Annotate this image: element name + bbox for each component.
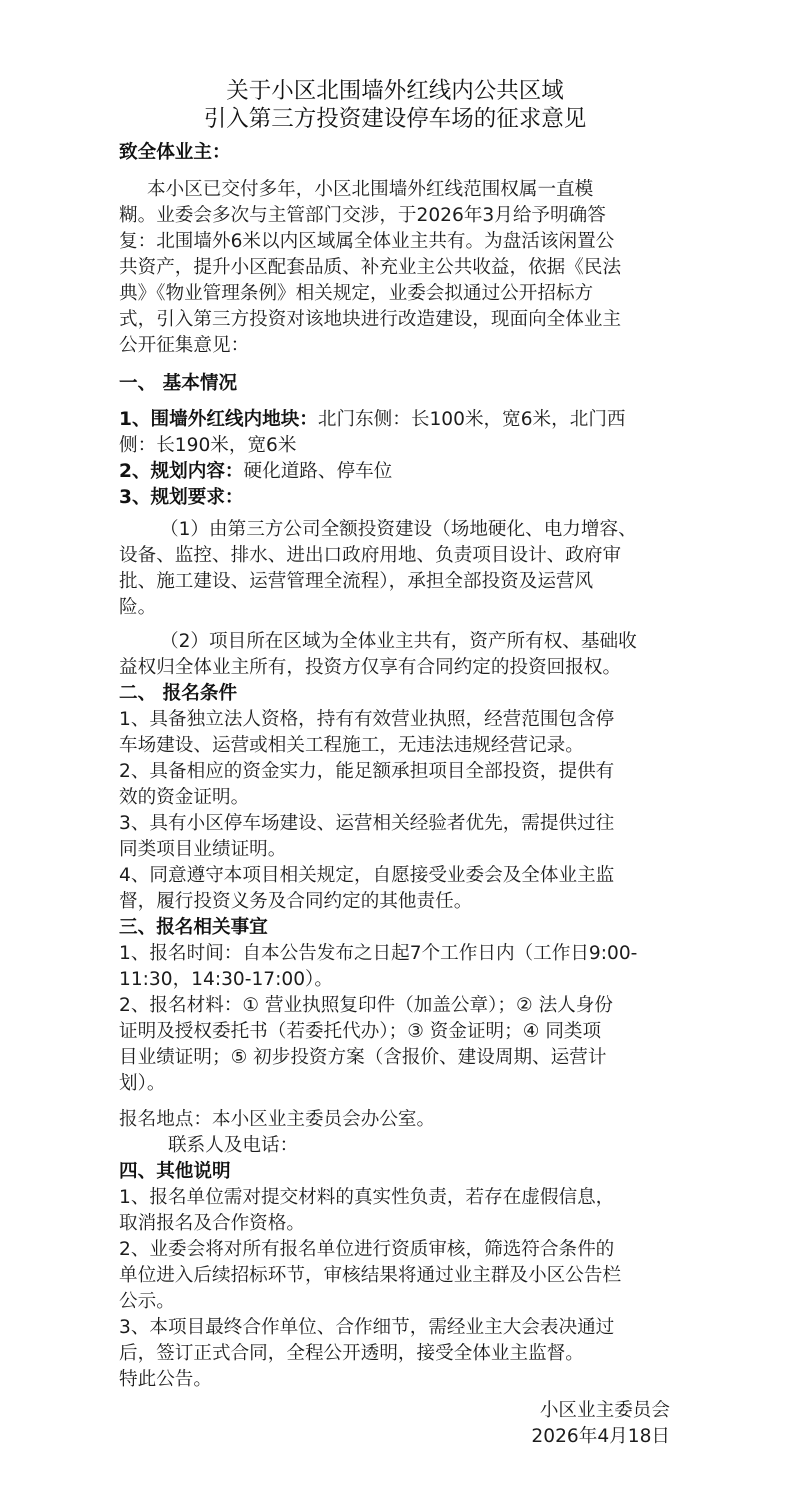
document-title-line-2: 引入第三方投资建设停车场的征求意见: [203, 106, 587, 132]
section-4-line-4: 单位进入后续招标环节，审核结果将通过业主群及小区公告栏: [119, 1265, 622, 1286]
section-1-item-2: [119, 459, 679, 485]
intro-line-1: 本小区已交付多年，小区北围墙外红线范围权属一直模: [147, 179, 594, 200]
section-4-line-5: 公示。: [119, 1291, 175, 1312]
section-4-line-2: 取消报名及合作资格。: [119, 1213, 305, 1234]
section-4-line-6: 3、本项目最终合作单位、合作细节，需经业主大会表决通过: [119, 1317, 615, 1338]
section-3-heading: 三、报名相关事宜: [119, 917, 268, 938]
section-3-line-5: 目业绩证明；⑤ 初步投资方案（含报价、建设周期、运营计: [119, 1047, 607, 1068]
requirement-1-line-2: 设备、监控、排水、进出口政府用地、负责项目设计、政府审: [119, 545, 622, 566]
requirement-2-line-1: （2）项目所在区域为全体业主共有，资产所有权、基础收: [160, 631, 637, 652]
intro-line-5: 典》《物业管理条例》相关规定，业委会拟通过公开招标方: [119, 283, 594, 304]
section-2-line-5: 3、具有小区停车场建设、运营相关经验者优先，需提供过往: [119, 813, 615, 834]
intro-line-6: 式，引入第三方投资对该地块进行改造建设，现面向全体业主: [119, 309, 622, 330]
section-3-line-2: 11:30，14:30-17:00）。: [119, 969, 333, 990]
closing-line: 特此公告。: [119, 1369, 212, 1390]
section-2-line-3: 2、具备相应的资金实力，能足额承担项目全部投资，提供有: [119, 761, 615, 782]
section-2-line-2: 车场建设、运营或相关工程施工，无违法违规经营记录。: [119, 735, 584, 756]
intro-line-4: 共资产，提升小区配套品质、补充业主公共收益，依据《民法: [119, 257, 622, 278]
section-1-item-3-label: 3、规划要求：: [119, 487, 244, 508]
section-2-line-6: 同类项目业绩证明。: [119, 839, 287, 860]
intro-line-3: 复：北围墙外6米以内区域属全体业主共有。为盘活该闲置公: [119, 231, 615, 252]
intro-line-7: 公开征集意见：: [119, 335, 250, 356]
section-3-line-6: 划）。: [119, 1073, 166, 1094]
section-3-line-3: 2、报名材料：① 营业执照复印件（加盖公章）；② 法人身份: [119, 995, 613, 1016]
section-1-item-2-text: 硬化道路、停车位: [243, 461, 393, 482]
section-2-line-4: 效的资金证明。: [119, 787, 250, 808]
requirement-2-line-2: 益权归全体业主所有，投资方仅享有合同约定的投资回报权。: [119, 657, 622, 678]
section-1-item-1-text: 北门东侧：长100米，宽6米，北门西: [317, 409, 626, 430]
section-4-heading: 四、其他说明: [119, 1161, 231, 1182]
signature-date: 2026年4月18日: [531, 1426, 670, 1447]
requirement-1-line-1: （1）由第三方公司全额投资建设（场地硬化、电力增容、: [160, 519, 637, 540]
intro-line-2: 糊。业委会多次与主管部门交涉，于2026年3月给予明确答: [119, 205, 606, 226]
section-2-line-8: 督，履行投资义务及合同约定的其他责任。: [119, 891, 473, 912]
section-2-line-7: 4、同意遵守本项目相关规定，自愿接受业委会及全体业主监: [119, 865, 615, 886]
section-4-line-3: 2、业委会将对所有报名单位进行资质审核，筛选符合条件的: [119, 1239, 615, 1260]
section-1-item-1-label: 1、围墙外红线内地块：: [119, 409, 318, 430]
section-3-line-4: 证明及授权委托书（若委托代办）；③ 资金证明；④ 同类项: [119, 1021, 602, 1042]
section-1-item-1-cont: 侧：长190米，宽6米: [119, 435, 297, 456]
requirement-1-line-3: 批、施工建设、运营管理全流程），承担全部投资及运营风: [119, 571, 594, 592]
salutation: 致全体业主：: [119, 142, 231, 163]
section-1-item-1: [119, 407, 679, 433]
section-3-line-1: 1、报名时间：自本公告发布之日起7个工作日内（工作日9:00-: [119, 943, 638, 964]
signature-organization: 小区业主委员会: [539, 1400, 670, 1421]
section-4-line-7: 后，签订正式合同，全程公开透明，接受全体业主监督。: [119, 1343, 584, 1364]
document-title-line-1: 关于小区北围墙外红线内公共区域: [226, 78, 564, 104]
section-4-line-1: 1、报名单位需对提交材料的真实性负责，若存在虚假信息，: [119, 1187, 615, 1208]
contact-label: 联系人及电话：: [168, 1135, 299, 1156]
requirement-1-line-4: 险。: [119, 597, 157, 618]
section-1-heading: 一、 基本情况: [119, 373, 238, 394]
section-1-item-2-label: 2、规划内容：: [119, 461, 244, 482]
registration-location: 报名地点：本小区业主委员会办公室。: [119, 1109, 436, 1130]
section-2-heading: 二、 报名条件: [119, 683, 238, 704]
section-2-line-1: 1、具备独立法人资格，持有有效营业执照，经营范围包含停: [119, 709, 615, 730]
